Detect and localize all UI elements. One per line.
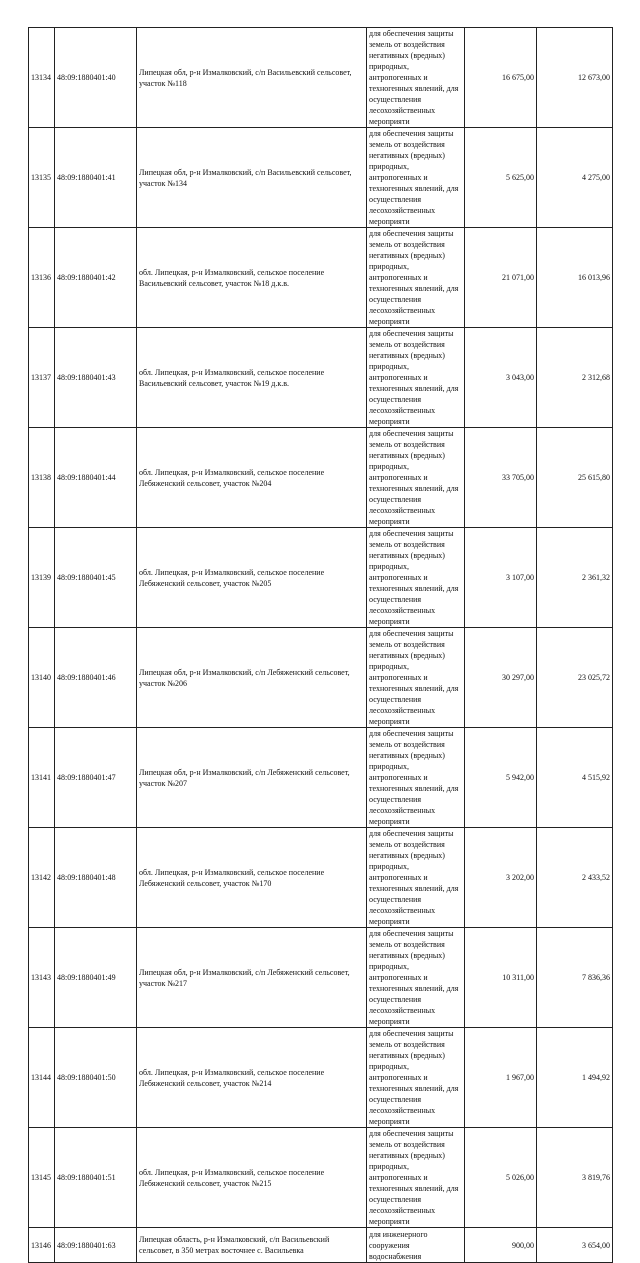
cadastral-value: 1 494,92 <box>537 1028 613 1128</box>
plot-address: обл. Липецкая, р-н Измалковский, сельское поселение Лебяженский сельсовет, участок №170 <box>137 828 367 928</box>
plot-address: обл. Липецкая, р-н Измалковский, сельское поселение Васильевский сельсовет, участок №19 д.к.в. <box>137 328 367 428</box>
cadastral-value: 25 615,80 <box>537 428 613 528</box>
table-row <box>29 1128 613 1228</box>
land-plots-table <box>28 27 613 1263</box>
row-number: 13142 <box>29 828 55 928</box>
permitted-use: для обеспечения защиты земель от воздействия негативных (вредных) природных, антропогенных и техногенных явлений, для осуществления лесохозяйственных мероприяти <box>367 28 465 128</box>
row-number: 13138 <box>29 428 55 528</box>
cadastral-number: 48:09:1880401:49 <box>55 928 137 1028</box>
plot-address: обл. Липецкая, р-н Измалковский, сельское поселение Лебяженский сельсовет, участок №215 <box>137 1128 367 1228</box>
permitted-use: для обеспечения защиты земель от воздействия негативных (вредных) природных, антропогенных и техногенных явлений, для осуществления лесохозяйственных мероприяти <box>367 328 465 428</box>
plot-area: 5 942,00 <box>465 728 537 828</box>
cadastral-value: 16 013,96 <box>537 228 613 328</box>
permitted-use: для обеспечения защиты земель от воздействия негативных (вредных) природных, антропогенных и техногенных явлений, для осуществления лесохозяйственных мероприяти <box>367 928 465 1028</box>
plot-area: 3 202,00 <box>465 828 537 928</box>
cadastral-number: 48:09:1880401:50 <box>55 1028 137 1128</box>
permitted-use: для обеспечения защиты земель от воздействия негативных (вредных) природных, антропогенных и техногенных явлений, для осуществления лесохозяйственных мероприяти <box>367 1128 465 1228</box>
cadastral-number: 48:09:1880401:51 <box>55 1128 137 1228</box>
plot-area: 21 071,00 <box>465 228 537 328</box>
row-number: 13146 <box>29 1228 55 1263</box>
table-row <box>29 128 613 228</box>
cadastral-number: 48:09:1880401:41 <box>55 128 137 228</box>
plot-area: 16 675,00 <box>465 28 537 128</box>
table-row <box>29 728 613 828</box>
cadastral-value: 2 312,68 <box>537 328 613 428</box>
cadastral-value: 3 654,00 <box>537 1228 613 1263</box>
table-row <box>29 328 613 428</box>
row-number: 13137 <box>29 328 55 428</box>
permitted-use: для инженерного сооружения водоснабжения <box>367 1228 465 1263</box>
plot-area: 30 297,00 <box>465 628 537 728</box>
plot-area: 33 705,00 <box>465 428 537 528</box>
table-row <box>29 428 613 528</box>
plot-address: Липецкая область, р-н Измалковский, с/п Васильевский сельсовет, в 350 метрах восточнее с. Васильевка <box>137 1228 367 1263</box>
row-number: 13140 <box>29 628 55 728</box>
plot-address: обл. Липецкая, р-н Измалковский, сельское поселение Лебяженский сельсовет, участок №204 <box>137 428 367 528</box>
cadastral-number: 48:09:1880401:44 <box>55 428 137 528</box>
plot-area: 5 625,00 <box>465 128 537 228</box>
row-number: 13139 <box>29 528 55 628</box>
table-row <box>29 1228 613 1263</box>
permitted-use: для обеспечения защиты земель от воздействия негативных (вредных) природных, антропогенных и техногенных явлений, для осуществления лесохозяйственных мероприяти <box>367 228 465 328</box>
table-row <box>29 1028 613 1128</box>
permitted-use: для обеспечения защиты земель от воздействия негативных (вредных) природных, антропогенных и техногенных явлений, для осуществления лесохозяйственных мероприяти <box>367 728 465 828</box>
cadastral-value: 12 673,00 <box>537 28 613 128</box>
cadastral-value: 3 819,76 <box>537 1128 613 1228</box>
plot-area: 5 026,00 <box>465 1128 537 1228</box>
plot-address: Липецкая обл, р-н Измалковский, с/п Лебяженский сельсовет, участок №206 <box>137 628 367 728</box>
row-number: 13141 <box>29 728 55 828</box>
plot-address: Липецкая обл, р-н Измалковский, с/п Лебяженский сельсовет, участок №207 <box>137 728 367 828</box>
cadastral-number: 48:09:1880401:48 <box>55 828 137 928</box>
cadastral-value: 23 025,72 <box>537 628 613 728</box>
row-number: 13144 <box>29 1028 55 1128</box>
cadastral-value: 2 433,52 <box>537 828 613 928</box>
plot-address: Липецкая обл, р-н Измалковский, с/п Лебяженский сельсовет, участок №217 <box>137 928 367 1028</box>
table-body <box>29 28 613 1263</box>
plot-address: обл. Липецкая, р-н Измалковский, сельское поселение Васильевский сельсовет, участок №18 д.к.в. <box>137 228 367 328</box>
cadastral-value: 4 275,00 <box>537 128 613 228</box>
permitted-use: для обеспечения защиты земель от воздействия негативных (вредных) природных, антропогенных и техногенных явлений, для осуществления лесохозяйственных мероприяти <box>367 428 465 528</box>
plot-area: 3 107,00 <box>465 528 537 628</box>
cadastral-number: 48:09:1880401:43 <box>55 328 137 428</box>
cadastral-number: 48:09:1880401:46 <box>55 628 137 728</box>
table-row <box>29 228 613 328</box>
cadastral-number: 48:09:1880401:63 <box>55 1228 137 1263</box>
row-number: 13135 <box>29 128 55 228</box>
cadastral-number: 48:09:1880401:47 <box>55 728 137 828</box>
row-number: 13136 <box>29 228 55 328</box>
permitted-use: для обеспечения защиты земель от воздействия негативных (вредных) природных, антропогенных и техногенных явлений, для осуществления лесохозяйственных мероприяти <box>367 1028 465 1128</box>
table-row <box>29 528 613 628</box>
permitted-use: для обеспечения защиты земель от воздействия негативных (вредных) природных, антропогенных и техногенных явлений, для осуществления лесохозяйственных мероприяти <box>367 628 465 728</box>
land-registry-page <box>28 27 612 1263</box>
cadastral-number: 48:09:1880401:40 <box>55 28 137 128</box>
plot-area: 900,00 <box>465 1228 537 1263</box>
permitted-use: для обеспечения защиты земель от воздействия негативных (вредных) природных, антропогенных и техногенных явлений, для осуществления лесохозяйственных мероприяти <box>367 128 465 228</box>
row-number: 13145 <box>29 1128 55 1228</box>
plot-address: Липецкая обл, р-н Измалковский, с/п Васильевский сельсовет, участок №118 <box>137 28 367 128</box>
cadastral-value: 7 836,36 <box>537 928 613 1028</box>
row-number: 13134 <box>29 28 55 128</box>
permitted-use: для обеспечения защиты земель от воздействия негативных (вредных) природных, антропогенных и техногенных явлений, для осуществления лесохозяйственных мероприяти <box>367 828 465 928</box>
plot-address: обл. Липецкая, р-н Измалковский, сельское поселение Лебяженский сельсовет, участок №205 <box>137 528 367 628</box>
table-row <box>29 928 613 1028</box>
row-number: 13143 <box>29 928 55 1028</box>
plot-area: 10 311,00 <box>465 928 537 1028</box>
plot-address: Липецкая обл, р-н Измалковский, с/п Васильевский сельсовет, участок №134 <box>137 128 367 228</box>
table-row <box>29 628 613 728</box>
cadastral-value: 2 361,32 <box>537 528 613 628</box>
permitted-use: для обеспечения защиты земель от воздействия негативных (вредных) природных, антропогенных и техногенных явлений, для осуществления лесохозяйственных мероприяти <box>367 528 465 628</box>
plot-address: обл. Липецкая, р-н Измалковский, сельское поселение Лебяженский сельсовет, участок №214 <box>137 1028 367 1128</box>
cadastral-number: 48:09:1880401:42 <box>55 228 137 328</box>
cadastral-value: 4 515,92 <box>537 728 613 828</box>
plot-area: 3 043,00 <box>465 328 537 428</box>
table-row <box>29 28 613 128</box>
plot-area: 1 967,00 <box>465 1028 537 1128</box>
table-row <box>29 828 613 928</box>
cadastral-number: 48:09:1880401:45 <box>55 528 137 628</box>
